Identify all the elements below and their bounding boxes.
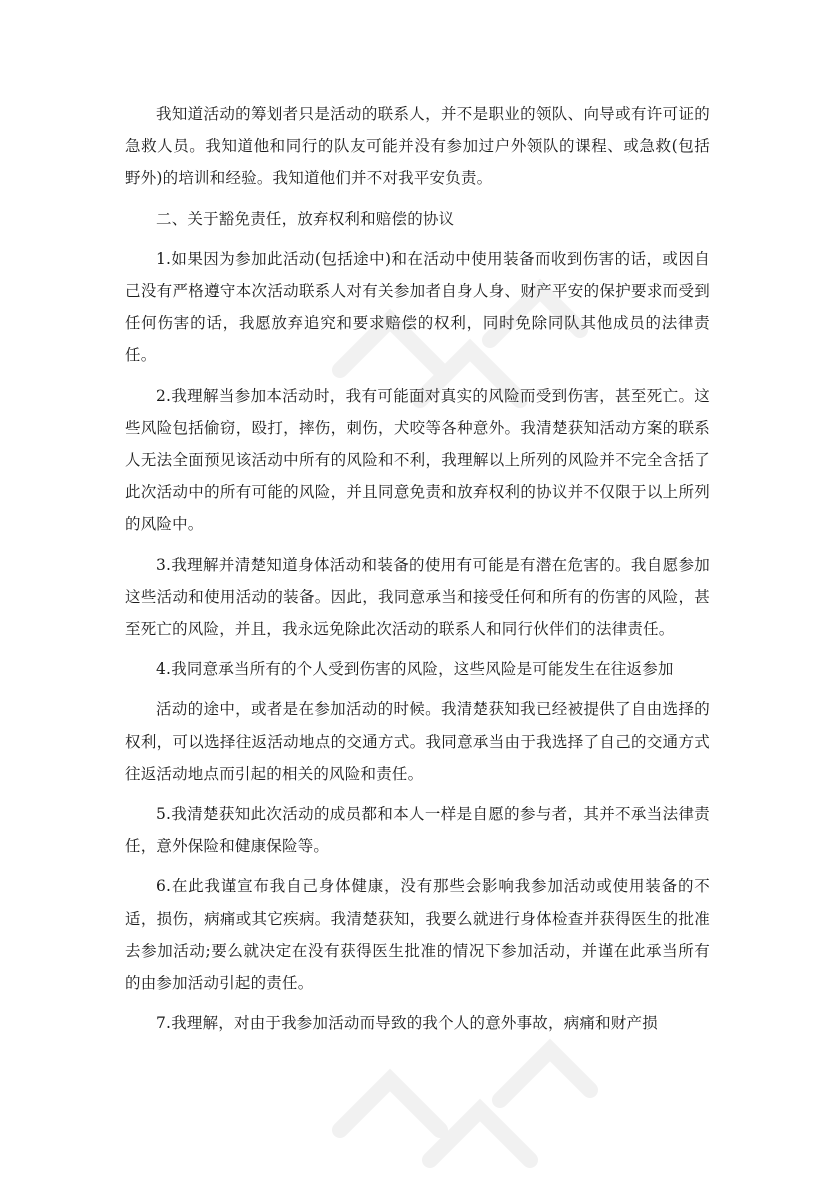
paragraph-organizer-notice: 我知道活动的筹划者只是活动的联系人，并不是职业的领队、向导或有许可证的急救人员。我知道他和同行的队友可能并没有参加过户外领队的课程、或急救(包括野外)的培训和经验。我知道他们并不对我平安负责。 [125, 105, 710, 188]
clause-7: 7.我理解，对由于我参加活动而导致的我个人的意外事故，病痛和财产损 [156, 1014, 658, 1033]
clause-5: 5.我清楚获知此次活动的成员都和本人一样是自愿的参与者，其并不承当法律责任，意外保险和健康保险等。 [125, 805, 710, 856]
clause-4: 4.我同意承当所有的个人受到伤害的风险，这些风险是可能发生在往返参加 [156, 660, 674, 679]
section-heading-waiver: 二、关于豁免责任，放弃权利和赔偿的协议 [156, 209, 455, 228]
clause-3: 3.我理解并清楚知道身体活动和装备的使用有可能是有潜在危害的。我自愿参加这些活动和使用活动的装备。因此，我同意承当和接受任何和所有的伤害的风险，甚至死亡的风险，并且，我永远免除此次活动的联系人和同行伙伴们的法律责任。 [125, 555, 710, 639]
watermark-logo-icon [300, 1030, 600, 1180]
clause-4-continuation: 活动的途中，或者是在参加活动的时候。我清楚获知我已经被提供了自由选择的权利，可以选择往返活动地点的交通方式。我同意承当由于我选择了自己的交通方式往返活动地点而引起的相关的风险和责任。 [125, 700, 710, 783]
clause-2: 2.我理解当参加本活动时，我有可能面对真实的风险而受到伤害，甚至死亡。这些风险包括偷窃，殴打，摔伤，刺伤，犬咬等各种意外。我清楚获知活动方案的联系人无法全面预见该活动中所有的风险和不利，我理解以上所列的风险并不完全含括了此次活动中的所有可能的风险，并且同意免责和放弃权利的协议并不仅限于以上所列的风险中。 [125, 386, 710, 534]
clause-6: 6.在此我谨宣布我自己身体健康，没有那些会影响我参加活动或使用装备的不适，损伤，病痛或其它疾病。我清楚获知，我要么就进行身体检查并获得医生的批准去参加活动;要么就决定在没有获得医生批准的情况下参加活动，并谨在此承当所有的由参加活动引起的责任。 [125, 877, 710, 993]
document-body [125, 98, 710, 1047]
clause-1: 1.如果因为参加此活动(包括途中)和在活动中使用装备而收到伤害的话，或因自己没有严格遵守本次活动联系人对有关参加者自身人身、财产平安的保护要求而受到任何伤害的话，我愿放弃追究和要求赔偿的权利，同时免除同队其他成员的法律责任。 [125, 249, 710, 365]
